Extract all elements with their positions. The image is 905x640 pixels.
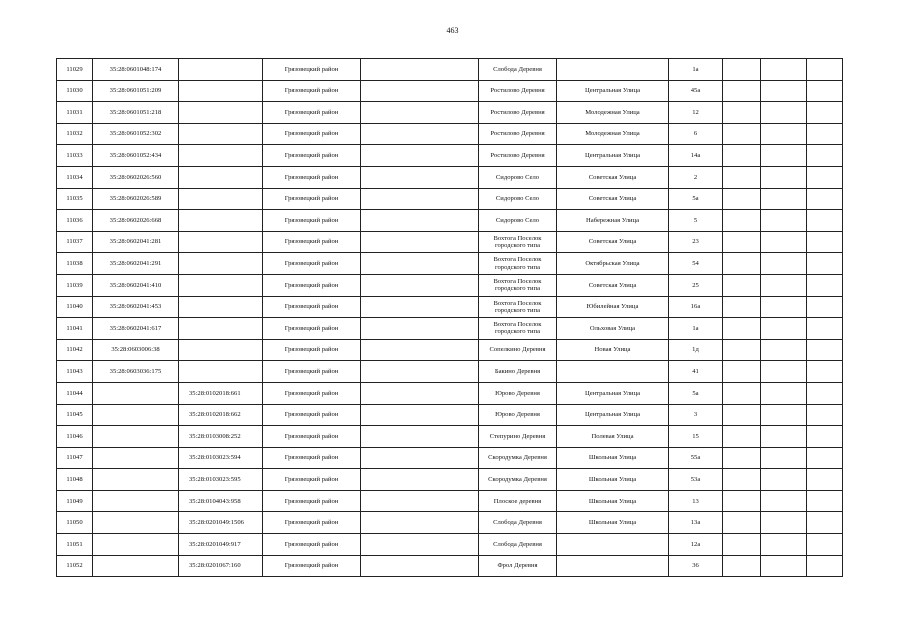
empty-cell bbox=[807, 404, 843, 426]
table-row bbox=[57, 426, 843, 448]
table-row bbox=[57, 210, 843, 232]
empty-cell bbox=[807, 210, 843, 232]
cadastral-number-alt-cell: 35:28:0104043:958 bbox=[179, 490, 263, 512]
locality-cell: Фрол Деревня bbox=[479, 555, 557, 577]
table-row bbox=[57, 102, 843, 124]
cadastral-number-cell: 35:28:0602026:668 bbox=[93, 210, 179, 232]
district-cell: Грязовецкий район bbox=[263, 210, 361, 232]
district-cell: Грязовецкий район bbox=[263, 123, 361, 145]
cadastral-number-cell: 35:28:0601052:302 bbox=[93, 123, 179, 145]
table-row bbox=[57, 274, 843, 296]
cadastral-number-alt-cell bbox=[179, 318, 263, 340]
registry-body bbox=[57, 59, 843, 577]
house-number-cell: 53а bbox=[669, 469, 723, 491]
table-row bbox=[57, 447, 843, 469]
cadastral-number-cell bbox=[93, 469, 179, 491]
row-number-cell: 11051 bbox=[57, 534, 93, 556]
row-number-cell: 11036 bbox=[57, 210, 93, 232]
locality-cell: Ростилово Деревня bbox=[479, 80, 557, 102]
table-row bbox=[57, 555, 843, 577]
cadastral-number-alt-cell: 35:28:0103023:595 bbox=[179, 469, 263, 491]
empty-cell bbox=[807, 339, 843, 361]
district-cell: Грязовецкий район bbox=[263, 318, 361, 340]
district-cell: Грязовецкий район bbox=[263, 555, 361, 577]
empty-cell bbox=[761, 274, 807, 296]
empty-cell bbox=[807, 102, 843, 124]
table-row bbox=[57, 512, 843, 534]
locality-cell: Плоское деревня bbox=[479, 490, 557, 512]
cadastral-number-alt-cell bbox=[179, 274, 263, 296]
cadastral-number-cell: 35:28:0601051:209 bbox=[93, 80, 179, 102]
empty-cell bbox=[807, 490, 843, 512]
district-cell: Грязовецкий район bbox=[263, 447, 361, 469]
row-number-cell: 11043 bbox=[57, 361, 93, 383]
empty-cell bbox=[723, 490, 761, 512]
cadastral-number-alt-cell bbox=[179, 339, 263, 361]
cadastral-number-alt-cell bbox=[179, 361, 263, 383]
empty-cell bbox=[723, 166, 761, 188]
settlement-cell bbox=[361, 490, 479, 512]
table-row bbox=[57, 404, 843, 426]
settlement-cell bbox=[361, 447, 479, 469]
empty-cell bbox=[761, 339, 807, 361]
empty-cell bbox=[807, 166, 843, 188]
settlement-cell bbox=[361, 210, 479, 232]
empty-cell bbox=[761, 512, 807, 534]
cadastral-number-cell: 35:28:0602041:291 bbox=[93, 253, 179, 275]
settlement-cell bbox=[361, 274, 479, 296]
cadastral-number-alt-cell: 35:28:0201049:1506 bbox=[179, 512, 263, 534]
row-number-cell: 11047 bbox=[57, 447, 93, 469]
empty-cell bbox=[723, 253, 761, 275]
settlement-cell bbox=[361, 382, 479, 404]
house-number-cell: 13 bbox=[669, 490, 723, 512]
row-number-cell: 11030 bbox=[57, 80, 93, 102]
cadastral-number-cell: 35:28:0602026:560 bbox=[93, 166, 179, 188]
empty-cell bbox=[723, 274, 761, 296]
empty-cell bbox=[807, 188, 843, 210]
empty-cell bbox=[761, 318, 807, 340]
district-cell: Грязовецкий район bbox=[263, 253, 361, 275]
empty-cell bbox=[723, 404, 761, 426]
settlement-cell bbox=[361, 123, 479, 145]
house-number-cell: 45а bbox=[669, 80, 723, 102]
settlement-cell bbox=[361, 296, 479, 318]
district-cell: Грязовецкий район bbox=[263, 512, 361, 534]
district-cell: Грязовецкий район bbox=[263, 296, 361, 318]
cadastral-number-alt-cell: 35:28:0201049:917 bbox=[179, 534, 263, 556]
empty-cell bbox=[761, 59, 807, 81]
empty-cell bbox=[807, 296, 843, 318]
district-cell: Грязовецкий район bbox=[263, 382, 361, 404]
locality-cell: Ростилово Деревня bbox=[479, 102, 557, 124]
settlement-cell bbox=[361, 361, 479, 383]
empty-cell bbox=[761, 490, 807, 512]
locality-cell: Ростилово Деревня bbox=[479, 145, 557, 167]
empty-cell bbox=[723, 145, 761, 167]
house-number-cell: 5 bbox=[669, 210, 723, 232]
table-row bbox=[57, 59, 843, 81]
cadastral-number-cell bbox=[93, 426, 179, 448]
row-number-cell: 11052 bbox=[57, 555, 93, 577]
row-number-cell: 11049 bbox=[57, 490, 93, 512]
house-number-cell: 1д bbox=[669, 339, 723, 361]
empty-cell bbox=[723, 318, 761, 340]
cadastral-number-cell: 35:28:0603006:38 bbox=[93, 339, 179, 361]
empty-cell bbox=[807, 426, 843, 448]
house-number-cell: 6 bbox=[669, 123, 723, 145]
locality-cell: Вохтога Поселок городского типа bbox=[479, 296, 557, 318]
house-number-cell: 23 bbox=[669, 231, 723, 253]
empty-cell bbox=[761, 166, 807, 188]
settlement-cell bbox=[361, 426, 479, 448]
empty-cell bbox=[761, 382, 807, 404]
district-cell: Грязовецкий район bbox=[263, 404, 361, 426]
house-number-cell: 12а bbox=[669, 534, 723, 556]
cadastral-number-alt-cell: 35:28:0102018:662 bbox=[179, 404, 263, 426]
row-number-cell: 11039 bbox=[57, 274, 93, 296]
cadastral-number-alt-cell bbox=[179, 296, 263, 318]
empty-cell bbox=[761, 296, 807, 318]
empty-cell bbox=[807, 361, 843, 383]
empty-cell bbox=[807, 555, 843, 577]
empty-cell bbox=[723, 59, 761, 81]
empty-cell bbox=[723, 80, 761, 102]
cadastral-number-cell bbox=[93, 447, 179, 469]
empty-cell bbox=[723, 210, 761, 232]
empty-cell bbox=[807, 145, 843, 167]
house-number-cell: 14а bbox=[669, 145, 723, 167]
house-number-cell: 12 bbox=[669, 102, 723, 124]
empty-cell bbox=[761, 80, 807, 102]
settlement-cell bbox=[361, 404, 479, 426]
house-number-cell: 5а bbox=[669, 382, 723, 404]
locality-cell: Юрово Деревня bbox=[479, 382, 557, 404]
settlement-cell bbox=[361, 231, 479, 253]
empty-cell bbox=[723, 447, 761, 469]
settlement-cell bbox=[361, 555, 479, 577]
street-cell: Молодежная Улица bbox=[557, 102, 669, 124]
table-row bbox=[57, 80, 843, 102]
row-number-cell: 11035 bbox=[57, 188, 93, 210]
street-cell bbox=[557, 555, 669, 577]
empty-cell bbox=[807, 447, 843, 469]
street-cell bbox=[557, 534, 669, 556]
empty-cell bbox=[807, 274, 843, 296]
locality-cell: Слобода Деревня bbox=[479, 534, 557, 556]
cadastral-number-alt-cell bbox=[179, 188, 263, 210]
street-cell: Советская Улица bbox=[557, 188, 669, 210]
locality-cell: Ростилово Деревня bbox=[479, 123, 557, 145]
house-number-cell: 54 bbox=[669, 253, 723, 275]
cadastral-number-cell bbox=[93, 555, 179, 577]
district-cell: Грязовецкий район bbox=[263, 166, 361, 188]
district-cell: Грязовецкий район bbox=[263, 274, 361, 296]
street-cell: Центральная Улица bbox=[557, 80, 669, 102]
table-row bbox=[57, 361, 843, 383]
empty-cell bbox=[761, 188, 807, 210]
district-cell: Грязовецкий район bbox=[263, 102, 361, 124]
locality-cell: Бакино Деревня bbox=[479, 361, 557, 383]
row-number-cell: 11029 bbox=[57, 59, 93, 81]
table-row bbox=[57, 534, 843, 556]
street-cell: Центральная Улица bbox=[557, 404, 669, 426]
cadastral-number-cell bbox=[93, 534, 179, 556]
locality-cell: Сидорово Село bbox=[479, 166, 557, 188]
cadastral-number-cell: 35:28:0603036:175 bbox=[93, 361, 179, 383]
street-cell: Советская Улица bbox=[557, 166, 669, 188]
street-cell: Центральная Улица bbox=[557, 382, 669, 404]
street-cell: Юбилейная Улица bbox=[557, 296, 669, 318]
empty-cell bbox=[723, 382, 761, 404]
cadastral-number-cell bbox=[93, 490, 179, 512]
cadastral-number-alt-cell: 35:28:0201067:160 bbox=[179, 555, 263, 577]
street-cell: Советская Улица bbox=[557, 274, 669, 296]
row-number-cell: 11046 bbox=[57, 426, 93, 448]
row-number-cell: 11032 bbox=[57, 123, 93, 145]
empty-cell bbox=[723, 534, 761, 556]
house-number-cell: 41 bbox=[669, 361, 723, 383]
empty-cell bbox=[807, 253, 843, 275]
settlement-cell bbox=[361, 253, 479, 275]
settlement-cell bbox=[361, 318, 479, 340]
cadastral-number-cell: 35:28:0602041:281 bbox=[93, 231, 179, 253]
district-cell: Грязовецкий район bbox=[263, 80, 361, 102]
locality-cell: Скородумка Деревня bbox=[479, 469, 557, 491]
cadastral-number-alt-cell bbox=[179, 145, 263, 167]
cadastral-number-cell bbox=[93, 382, 179, 404]
street-cell: Школьная Улица bbox=[557, 512, 669, 534]
locality-cell: Вохтога Поселок городского типа bbox=[479, 253, 557, 275]
cadastral-number-cell: 35:28:0602041:410 bbox=[93, 274, 179, 296]
locality-cell: Вохтога Поселок городского типа bbox=[479, 274, 557, 296]
empty-cell bbox=[807, 469, 843, 491]
street-cell: Молодежная Улица bbox=[557, 123, 669, 145]
empty-cell bbox=[761, 102, 807, 124]
cadastral-number-cell: 35:28:0602026:589 bbox=[93, 188, 179, 210]
cadastral-number-alt-cell bbox=[179, 123, 263, 145]
street-cell: Новая Улица bbox=[557, 339, 669, 361]
table-row bbox=[57, 490, 843, 512]
empty-cell bbox=[723, 123, 761, 145]
row-number-cell: 11048 bbox=[57, 469, 93, 491]
empty-cell bbox=[723, 512, 761, 534]
settlement-cell bbox=[361, 166, 479, 188]
settlement-cell bbox=[361, 59, 479, 81]
cadastral-number-alt-cell bbox=[179, 59, 263, 81]
locality-cell: Вохтога Поселок городского типа bbox=[479, 318, 557, 340]
settlement-cell bbox=[361, 145, 479, 167]
cadastral-number-alt-cell: 35:28:0102018:661 bbox=[179, 382, 263, 404]
district-cell: Грязовецкий район bbox=[263, 469, 361, 491]
district-cell: Грязовецкий район bbox=[263, 231, 361, 253]
row-number-cell: 11040 bbox=[57, 296, 93, 318]
empty-cell bbox=[723, 555, 761, 577]
empty-cell bbox=[807, 318, 843, 340]
district-cell: Грязовецкий район bbox=[263, 426, 361, 448]
table-row bbox=[57, 339, 843, 361]
table-row bbox=[57, 469, 843, 491]
cadastral-number-alt-cell: 35:28:0103008:252 bbox=[179, 426, 263, 448]
empty-cell bbox=[807, 231, 843, 253]
row-number-cell: 11041 bbox=[57, 318, 93, 340]
street-cell bbox=[557, 361, 669, 383]
settlement-cell bbox=[361, 512, 479, 534]
table-row bbox=[57, 188, 843, 210]
cadastral-number-alt-cell bbox=[179, 231, 263, 253]
empty-cell bbox=[807, 512, 843, 534]
house-number-cell: 16а bbox=[669, 296, 723, 318]
street-cell: Октябрьская Улица bbox=[557, 253, 669, 275]
empty-cell bbox=[723, 231, 761, 253]
empty-cell bbox=[761, 426, 807, 448]
house-number-cell: 55а bbox=[669, 447, 723, 469]
settlement-cell bbox=[361, 80, 479, 102]
empty-cell bbox=[807, 80, 843, 102]
row-number-cell: 11033 bbox=[57, 145, 93, 167]
empty-cell bbox=[807, 534, 843, 556]
cadastral-number-cell: 35:28:0601052:434 bbox=[93, 145, 179, 167]
empty-cell bbox=[761, 231, 807, 253]
house-number-cell: 5а bbox=[669, 188, 723, 210]
street-cell: Школьная Улица bbox=[557, 447, 669, 469]
locality-cell: Слобода Деревня bbox=[479, 512, 557, 534]
empty-cell bbox=[761, 145, 807, 167]
table-row bbox=[57, 318, 843, 340]
house-number-cell: 1а bbox=[669, 318, 723, 340]
settlement-cell bbox=[361, 102, 479, 124]
table-row bbox=[57, 145, 843, 167]
street-cell: Школьная Улица bbox=[557, 469, 669, 491]
empty-cell bbox=[761, 534, 807, 556]
house-number-cell: 13а bbox=[669, 512, 723, 534]
table-row bbox=[57, 382, 843, 404]
table-row bbox=[57, 253, 843, 275]
locality-cell: Слобода Деревня bbox=[479, 59, 557, 81]
empty-cell bbox=[761, 555, 807, 577]
row-number-cell: 11038 bbox=[57, 253, 93, 275]
table-row bbox=[57, 296, 843, 318]
table-row bbox=[57, 166, 843, 188]
locality-cell: Юрово Деревня bbox=[479, 404, 557, 426]
row-number-cell: 11031 bbox=[57, 102, 93, 124]
cadastral-number-cell: 35:28:0601051:218 bbox=[93, 102, 179, 124]
empty-cell bbox=[807, 382, 843, 404]
house-number-cell: 2 bbox=[669, 166, 723, 188]
house-number-cell: 36 bbox=[669, 555, 723, 577]
locality-cell: Сидорово Село bbox=[479, 210, 557, 232]
cadastral-number-cell: 35:28:0601048:174 bbox=[93, 59, 179, 81]
cadastral-number-alt-cell bbox=[179, 210, 263, 232]
cadastral-number-cell bbox=[93, 512, 179, 534]
settlement-cell bbox=[361, 469, 479, 491]
locality-cell: Степурино Деревня bbox=[479, 426, 557, 448]
district-cell: Грязовецкий район bbox=[263, 361, 361, 383]
row-number-cell: 11037 bbox=[57, 231, 93, 253]
district-cell: Грязовецкий район bbox=[263, 188, 361, 210]
district-cell: Грязовецкий район bbox=[263, 534, 361, 556]
settlement-cell bbox=[361, 534, 479, 556]
settlement-cell bbox=[361, 188, 479, 210]
cadastral-number-alt-cell: 35:28:0103023:594 bbox=[179, 447, 263, 469]
cadastral-number-cell: 35:28:0602041:617 bbox=[93, 318, 179, 340]
street-cell bbox=[557, 59, 669, 81]
street-cell: Ольховая Улица bbox=[557, 318, 669, 340]
locality-cell: Вохтога Поселок городского типа bbox=[479, 231, 557, 253]
empty-cell bbox=[761, 469, 807, 491]
row-number-cell: 11050 bbox=[57, 512, 93, 534]
house-number-cell: 3 bbox=[669, 404, 723, 426]
house-number-cell: 15 bbox=[669, 426, 723, 448]
table-row bbox=[57, 231, 843, 253]
empty-cell bbox=[723, 339, 761, 361]
district-cell: Грязовецкий район bbox=[263, 490, 361, 512]
empty-cell bbox=[761, 253, 807, 275]
registry-table bbox=[56, 58, 843, 577]
empty-cell bbox=[761, 404, 807, 426]
street-cell: Полевая Улица bbox=[557, 426, 669, 448]
settlement-cell bbox=[361, 339, 479, 361]
row-number-cell: 11045 bbox=[57, 404, 93, 426]
empty-cell bbox=[761, 447, 807, 469]
locality-cell: Сопелкино Деревня bbox=[479, 339, 557, 361]
cadastral-number-alt-cell bbox=[179, 253, 263, 275]
row-number-cell: 11042 bbox=[57, 339, 93, 361]
cadastral-number-cell: 35:28:0602041:453 bbox=[93, 296, 179, 318]
empty-cell bbox=[723, 102, 761, 124]
empty-cell bbox=[723, 361, 761, 383]
empty-cell bbox=[761, 210, 807, 232]
empty-cell bbox=[761, 123, 807, 145]
district-cell: Грязовецкий район bbox=[263, 59, 361, 81]
table-row bbox=[57, 123, 843, 145]
empty-cell bbox=[807, 59, 843, 81]
locality-cell: Сидорово Село bbox=[479, 188, 557, 210]
house-number-cell: 25 bbox=[669, 274, 723, 296]
cadastral-number-alt-cell bbox=[179, 102, 263, 124]
street-cell: Советская Улица bbox=[557, 231, 669, 253]
cadastral-number-alt-cell bbox=[179, 80, 263, 102]
street-cell: Центральная Улица bbox=[557, 145, 669, 167]
empty-cell bbox=[723, 296, 761, 318]
empty-cell bbox=[807, 123, 843, 145]
row-number-cell: 11044 bbox=[57, 382, 93, 404]
street-cell: Набережная Улица bbox=[557, 210, 669, 232]
house-number-cell: 1а bbox=[669, 59, 723, 81]
cadastral-number-alt-cell bbox=[179, 166, 263, 188]
empty-cell bbox=[723, 426, 761, 448]
district-cell: Грязовецкий район bbox=[263, 339, 361, 361]
empty-cell bbox=[723, 469, 761, 491]
street-cell: Школьная Улица bbox=[557, 490, 669, 512]
empty-cell bbox=[761, 361, 807, 383]
locality-cell: Скородумка Деревня bbox=[479, 447, 557, 469]
row-number-cell: 11034 bbox=[57, 166, 93, 188]
empty-cell bbox=[723, 188, 761, 210]
page-number: 463 bbox=[446, 26, 459, 35]
cadastral-number-cell bbox=[93, 404, 179, 426]
district-cell: Грязовецкий район bbox=[263, 145, 361, 167]
